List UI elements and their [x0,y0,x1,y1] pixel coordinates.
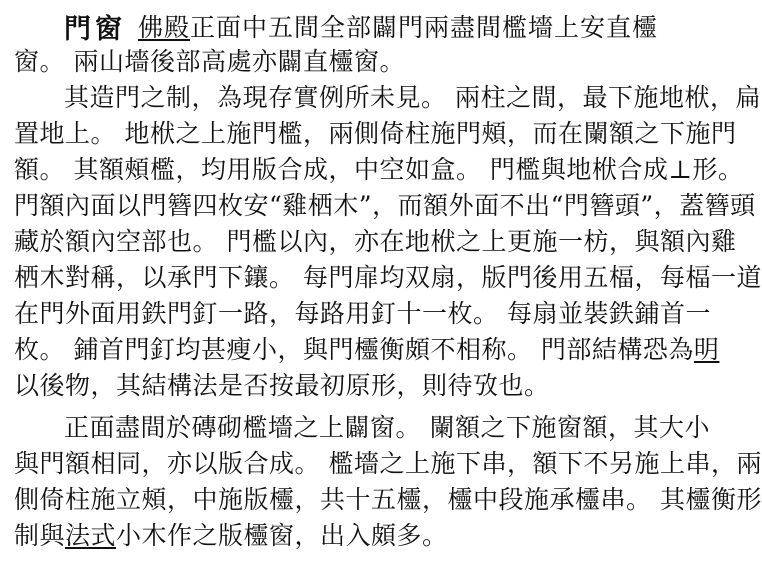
text-line-14-b: 小木作之版欞窗，出入頗多。 [116,521,448,550]
section-title: 門窗 [64,13,126,45]
text-line-8: 在門外面用鉄門釘一路，每路用釘十一枚。 每扇並裝鉄鋪首一 [14,299,711,328]
text-line-12: 與門額相同，亦以版合成。 檻墻之上施下串，額下不另施上串，兩 [14,449,762,478]
text-line-11: 正面盡間於磚砌檻墻之上闢窗。 闌額之下施窗額，其大小 [64,413,710,442]
first-line [20,8,690,44]
first-line-text-b: 正面中五間全部闢門兩盡間檻墻上安直欞 [190,13,659,42]
underlined-term-ming: 明 [693,335,720,364]
text-line-10: 以後物，其結構法是否按最初原形，則待攷也。 [14,371,550,400]
text-line-9-main: 枚。 鋪首門釘均甚瘦小，與門欞衡頗不相称。 門部結構恐為 [14,335,694,364]
text-line-2: 其造門之制，為現存實例所未見。 兩柱之間，最下施地栿，扁 [64,83,761,112]
text-line-6: 藏於額內空部也。 門檻以內，亦在地栿之上更施一枋，與額內雞 [14,227,737,256]
text-line-14 [14,518,690,554]
text-line-5: 門額內面以門簪四枚安“雞栖木”，而額外面不出“門簪頭”，蓋簪頭 [14,191,756,220]
text-line-4: 額。 其額頰檻，均用版合成，中空如盒。 門檻與地栿合成⊥形。 [14,155,744,184]
text-line-7: 栖木對稱，以承門下鑲。 每門扉均双扇，版門後用五楅，每楅一道 [14,263,762,292]
underlined-term-fodian: 佛殿 [138,13,191,42]
text-line-3: 置地上。 地栿之上施門檻，兩側倚柱施門頰，而在闌額之下施門 [14,119,737,148]
text-line-9 [14,332,720,368]
text-line-1: 窗。 兩山墻後部高處亦闢直欞窗。 [14,47,405,76]
text-line-13: 側倚柱施立頰，中施版欞，共十五欞，欞中段施承欞串。 其欞衡形 [14,485,762,514]
text-line-14-a: 制與 [14,521,66,550]
underlined-term-fashi: 法式 [65,521,117,550]
